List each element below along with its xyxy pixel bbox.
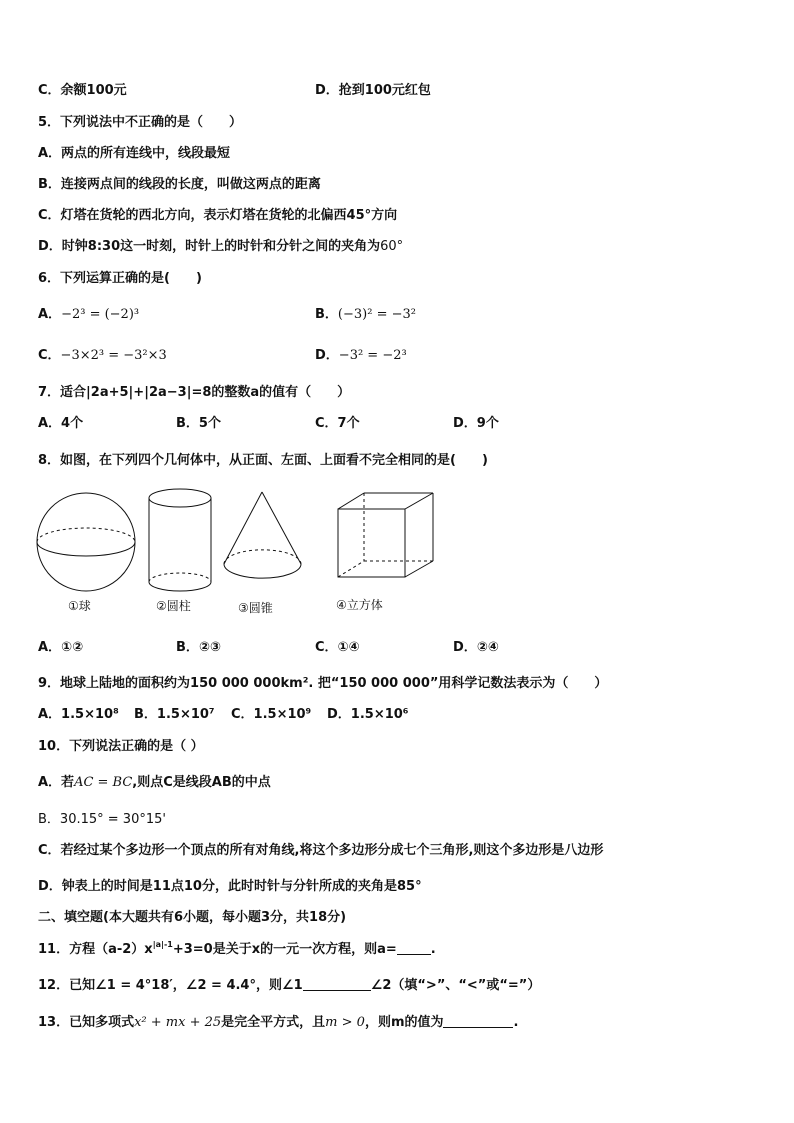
q11-end: .	[430, 942, 436, 957]
cube-figure	[338, 493, 433, 577]
q10-option-a-post: ,则点C是线段AB的中点	[132, 775, 271, 790]
q10-option-a-pre: A．若	[38, 775, 75, 790]
q6-option-a-label: A．	[38, 307, 62, 322]
q6-option-a	[38, 306, 139, 324]
q13-answer-blank[interactable]	[443, 1014, 513, 1028]
q7-option-b: B．5个	[176, 416, 221, 431]
q13-end: .	[513, 1015, 519, 1030]
cone-figure	[224, 492, 301, 578]
q5-option-c: C．灯塔在货轮的西北方向，表示灯塔在货轮的北偏西45°方向	[38, 208, 398, 223]
fig-label-cylinder: ②圆柱	[156, 599, 191, 613]
q6-option-d	[315, 347, 407, 365]
q4-option-d: D．抢到100元红包	[315, 83, 431, 98]
q9-stem: 9．地球上陆地的面积约为150 000 000km². 把“150 000 000”用科学记数法表示为（ ）	[38, 676, 608, 691]
q13-cond: m > 0	[325, 1015, 365, 1030]
cylinder-figure	[149, 489, 211, 591]
q4-option-c: C．余额100元	[38, 83, 127, 98]
q8-figures	[30, 482, 450, 622]
q5-option-d	[38, 238, 403, 256]
q11-answer-blank[interactable]	[397, 941, 431, 955]
q11	[38, 941, 436, 959]
q9-option-c: C．1.5×10⁹	[231, 707, 312, 722]
q11-pre: 11．方程（a-2）x	[38, 942, 153, 957]
q10-option-c: C．若经过某个多边形一个顶点的所有对角线,将这个多边形分成七个三角形,则这个多边形是八边形	[38, 843, 604, 858]
q5-option-a: A．两点的所有连线中，线段最短	[38, 146, 231, 161]
q8-option-b: B．②③	[176, 640, 221, 655]
q6-option-a-expr: −2³ = (−2)³	[61, 307, 140, 322]
q6-option-c-label: C．	[38, 348, 61, 363]
fig-label-sphere: ①球	[68, 599, 91, 613]
sphere-figure	[37, 493, 135, 591]
q6-option-d-expr: −3² = −2³	[338, 348, 407, 363]
q9-option-d: D．1.5×10⁶	[327, 707, 409, 722]
q12-pre: 12．已知∠1 = 4°18′，∠2 = 4.4°，则∠1	[38, 978, 303, 993]
q11-post: +3=0是关于x的一元一次方程，则a=	[172, 942, 397, 957]
q12-post: ∠2（填“>”、“<”或“=”）	[370, 978, 541, 993]
q8-option-c: C．①④	[315, 640, 360, 655]
q9-option-a: A．1.5×10⁸	[38, 707, 119, 722]
q12-answer-blank[interactable]	[303, 977, 371, 991]
q11-exponent: |a|-1	[152, 940, 173, 949]
q13-mid: 是完全平方式，且	[221, 1015, 326, 1030]
q10-option-b: B．30.15° = 30°15'	[38, 812, 166, 827]
q5-option-d-text: D．时钟8:30这一时刻，时针上的时针和分针之间的夹角为	[38, 239, 381, 254]
q6-option-b-expr: (−3)² = −3²	[337, 307, 416, 322]
q13-expr: x² + mx + 25	[134, 1015, 222, 1030]
q9-option-b: B．1.5×10⁷	[134, 707, 215, 722]
q7-option-a: A．4个	[38, 416, 84, 431]
fig-label-cube: ④立方体	[336, 598, 383, 612]
q7-option-c: C．7个	[315, 416, 360, 431]
q8-option-a: A．①②	[38, 640, 84, 655]
section-2-title: 二、填空题(本大题共有6小题，每小题3分，共18分)	[38, 910, 347, 925]
q10-option-d: D．钟表上的时间是11点10分，此时时针与分针所成的夹角是85°	[38, 879, 422, 894]
q7-stem: 7．适合|2a+5|+|2a−3|=8的整数a的值有（ ）	[38, 385, 351, 400]
q13-pre: 13．已知多项式	[38, 1015, 135, 1030]
fig-label-cone: ③圆锥	[238, 601, 273, 615]
q8-stem: 8．如图，在下列四个几何体中，从正面、左面、上面看不完全相同的是( )	[38, 453, 488, 468]
q6-option-d-label: D．	[315, 348, 339, 363]
q6-option-c	[38, 347, 167, 365]
q7-option-d: D．9个	[453, 416, 499, 431]
q13	[38, 1014, 518, 1032]
q13-post: ，则m的值为	[364, 1015, 444, 1030]
q6-option-b	[315, 306, 416, 324]
q6-option-b-label: B．	[315, 307, 338, 322]
q6-stem: 6．下列运算正确的是( )	[38, 271, 202, 286]
q5-stem: 5．下列说法中不正确的是（ ）	[38, 115, 243, 130]
q5-option-b: B．连接两点间的线段的长度，叫做这两点的距离	[38, 177, 321, 192]
q5-option-d-value: 60°	[380, 239, 404, 254]
q10-option-a-math: AC = BC	[74, 775, 133, 790]
q10-stem: 10．下列说法正确的是（ ）	[38, 739, 204, 754]
q8-option-d: D．②④	[453, 640, 499, 655]
q10-option-a	[38, 774, 271, 792]
q12	[38, 977, 540, 995]
q6-option-c-expr: −3×2³ = −3²×3	[60, 348, 167, 363]
